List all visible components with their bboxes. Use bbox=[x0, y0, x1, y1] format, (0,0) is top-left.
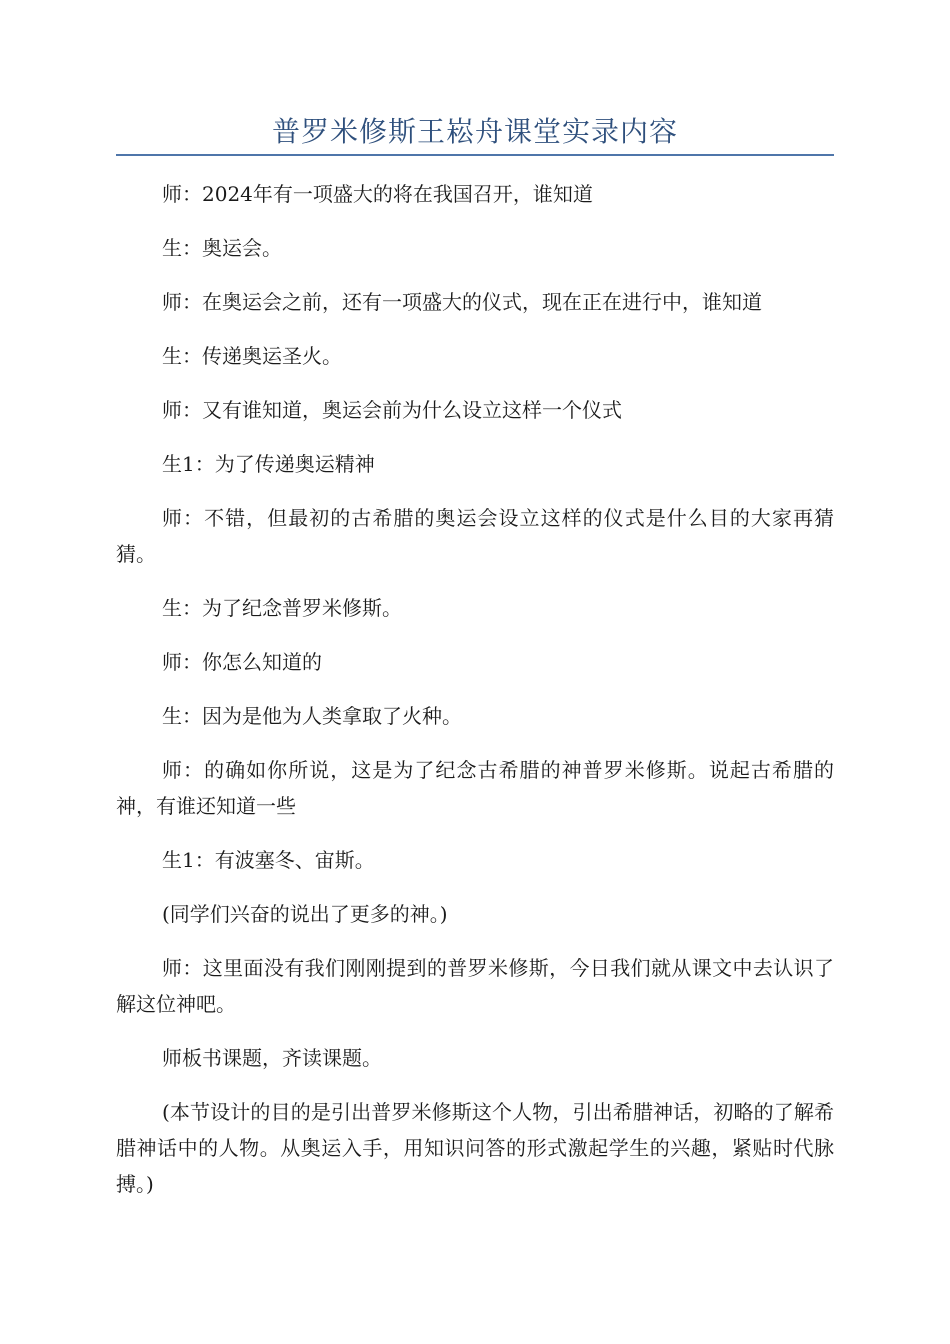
paragraph: 生：传递奥运圣火。 bbox=[162, 344, 342, 368]
document-page bbox=[116, 0, 834, 1220]
paragraph: 生1：有波塞冬、宙斯。 bbox=[162, 848, 375, 872]
paragraph: 师：的确如你所说，这是为了纪念古希腊的神普罗米修斯。说起古希腊的神，有谁还知道一些 bbox=[116, 758, 834, 818]
paragraph: (本节设计的目的是引出普罗米修斯这个人物，引出希腊神话，初略的了解希腊神话中的人物。从奥运入手，用知识问答的形式激起学生的兴趣，紧贴时代脉搏。) bbox=[116, 1100, 834, 1196]
paragraph: 生1：为了传递奥运精神 bbox=[162, 452, 375, 476]
paragraph: 师：不错，但最初的古希腊的奥运会设立这样的仪式是什么目的大家再猜猜。 bbox=[116, 506, 834, 566]
document-body bbox=[116, 176, 834, 1202]
paragraph: 师：在奥运会之前，还有一项盛大的仪式，现在正在进行中，谁知道 bbox=[162, 290, 762, 314]
paragraph: 生：因为是他为人类拿取了火种。 bbox=[162, 704, 462, 728]
paragraph: 师板书课题，齐读课题。 bbox=[162, 1046, 382, 1070]
paragraph: 师：又有谁知道，奥运会前为什么设立这样一个仪式 bbox=[162, 398, 622, 422]
paragraph: 师：你怎么知道的 bbox=[162, 650, 322, 674]
paragraph: 师：2024年有一项盛大的将在我国召开，谁知道 bbox=[162, 182, 593, 206]
title-underline bbox=[116, 154, 834, 156]
document-title: 普罗米修斯王崧舟课堂实录内容 bbox=[271, 115, 678, 148]
paragraph: 生：为了纪念普罗米修斯。 bbox=[162, 596, 402, 620]
paragraph: 生：奥运会。 bbox=[162, 236, 282, 260]
paragraph: 师：这里面没有我们刚刚提到的普罗米修斯，今日我们就从课文中去认识了解这位神吧。 bbox=[116, 956, 834, 1016]
paragraph: (同学们兴奋的说出了更多的神。) bbox=[162, 902, 448, 926]
